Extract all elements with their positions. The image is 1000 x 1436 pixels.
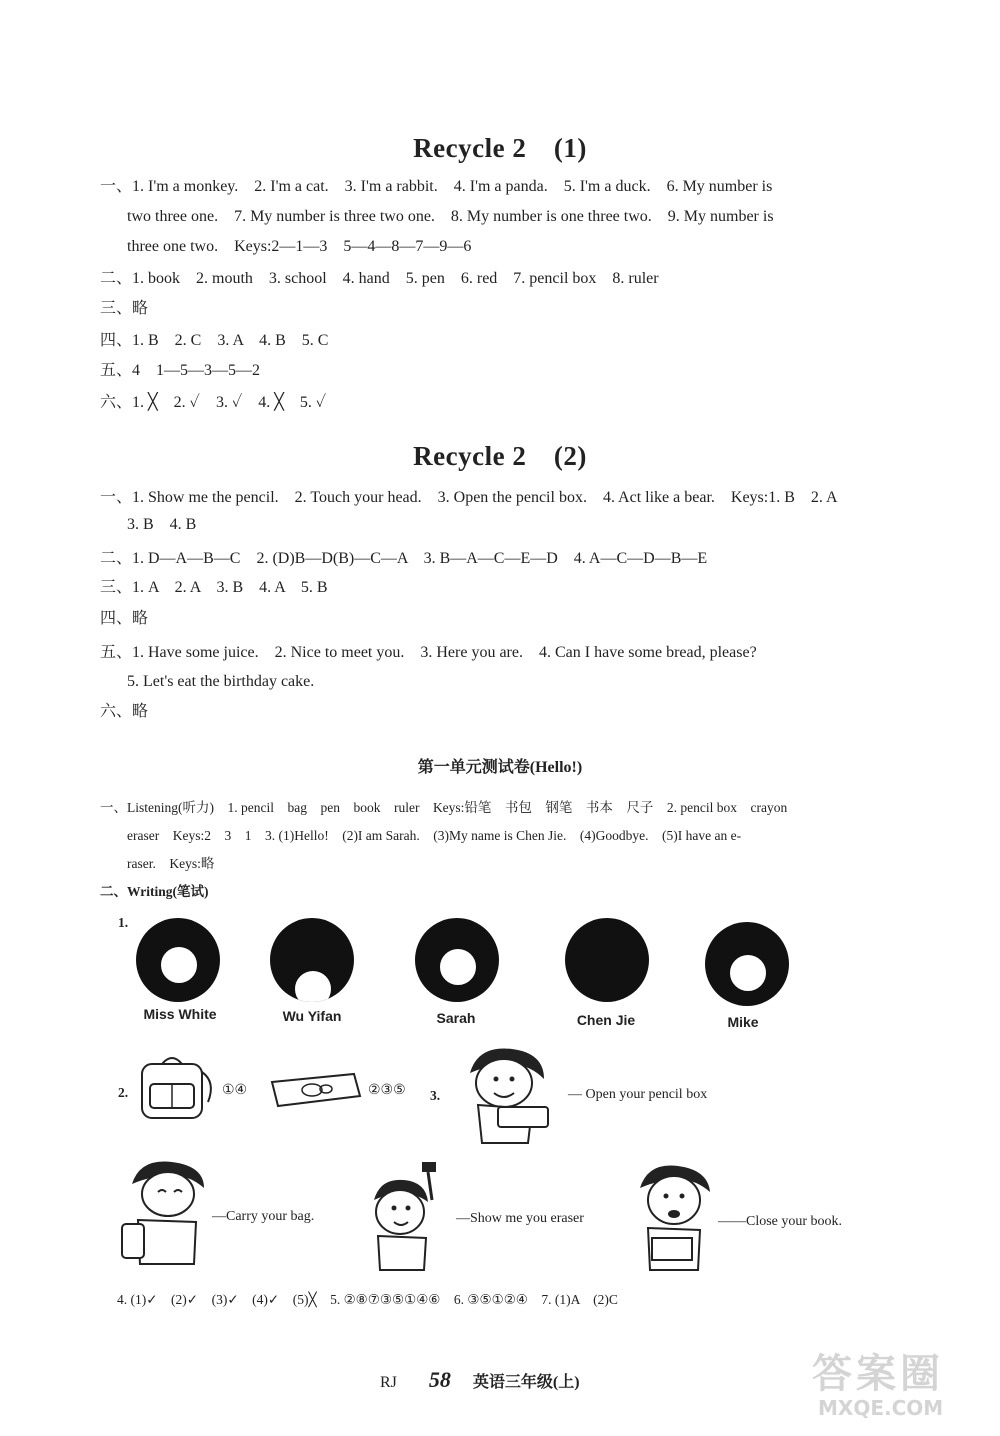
pencil-box-image xyxy=(268,1070,364,1112)
character-name: Sarah xyxy=(436,1010,476,1026)
section-title-recycle-2: Recycle 2 (2) xyxy=(413,441,587,471)
answer-line: 六、1. ╳ 2. ✓ 3. ✓ 4. ╳ 5. ✓ xyxy=(100,394,327,411)
answer-line: 二、Writing(笔试) xyxy=(100,884,209,899)
character-name: Miss White xyxy=(143,1006,217,1022)
answer-line: 四、略 xyxy=(100,610,149,627)
caption-show-eraser: —Show me you eraser xyxy=(456,1211,584,1226)
section-title-unit-1: 第一单元测试卷(Hello!) xyxy=(417,759,583,776)
answer-line: three one two. Keys:2—1—3 5—4—8—7—9—6 xyxy=(127,238,472,255)
answer-line: eraser Keys:2 3 1 3. (1)Hello! (2)I am Sarah. (3)My name is Chen Jie. (4)Goodbye. (5)I have an e- xyxy=(127,828,742,843)
character-portrait xyxy=(270,918,354,1002)
site-watermark xyxy=(812,1342,992,1432)
edition-label: RJ xyxy=(380,1374,397,1391)
answer-line: 三、1. A 2. A 3. B 4. A 5. B xyxy=(100,579,328,596)
caption-open-box: — Open your pencil box xyxy=(568,1087,708,1102)
character-portrait xyxy=(565,918,649,1002)
answer-line: 五、1. Have some juice. 2. Nice to meet you. 3. Here you are. 4. Can I have some bread, please? xyxy=(100,644,757,661)
bag-answer: ①④ xyxy=(222,1083,248,1098)
watermark-url: MXQE.COM xyxy=(818,1396,944,1420)
answer-line: 4. (1)✓ (2)✓ (3)✓ (4)✓ (5)╳ 5. ②⑧⑦③⑤①④⑥ 6. ③⑤①②④ 7. (1)A (2)C xyxy=(117,1292,618,1307)
boy-closing-book-image xyxy=(634,1162,716,1272)
answer-line: 四、1. B 2. C 3. A 4. B 5. C xyxy=(100,332,329,349)
character-name: Wu Yifan xyxy=(282,1008,342,1024)
watermark-logo: 答案圈 xyxy=(812,1351,944,1397)
question-label: 3. xyxy=(430,1088,441,1103)
answer-line: 3. B 4. B xyxy=(127,516,197,533)
schoolbag-image xyxy=(134,1052,218,1124)
question-label: 2. xyxy=(118,1085,129,1100)
answer-line: 5. Let's eat the birthday cake. xyxy=(127,673,315,690)
answer-line: raser. Keys:略 xyxy=(127,856,215,871)
boy-opening-pencil-box-image xyxy=(448,1043,558,1147)
answer-line: two three one. 7. My number is three two one. 8. My number is one three two. 9. My number is xyxy=(127,208,774,225)
answer-line: 五、4 1—5—3—5—2 xyxy=(100,362,261,379)
caption-close-book: ——Close your book. xyxy=(718,1214,843,1229)
answer-line: 一、1. I'm a monkey. 2. I'm a cat. 3. I'm a rabbit. 4. I'm a panda. 5. I'm a duck. 6. My number is xyxy=(100,178,773,195)
answer-line: 二、1. book 2. mouth 3. school 4. hand 5. pen 6. red 7. pencil box 8. ruler xyxy=(100,270,659,287)
answer-line: 二、1. D—A—B—C 2. (D)B—D(B)—C—A 3. B—A—C—E—D 4. A—C—D—B—E xyxy=(100,550,708,567)
boy-carrying-bag-image xyxy=(118,1158,210,1268)
question-label: 1. xyxy=(118,915,129,930)
page-number: 58 xyxy=(428,1367,451,1392)
caption-carry-bag: —Carry your bag. xyxy=(212,1209,315,1224)
grade-label: 英语三年级(上) xyxy=(472,1374,580,1391)
section-title-recycle-1: Recycle 2 (1) xyxy=(413,133,587,163)
boy-showing-eraser-image xyxy=(366,1160,450,1272)
character-name: Mike xyxy=(727,1014,759,1030)
answer-line: 一、Listening(听力) 1. pencil bag pen book ruler Keys:铅笔 书包 钢笔 书本 尺子 2. pencil box crayon xyxy=(100,800,788,815)
character-portrait xyxy=(705,922,789,1006)
answer-line: 一、1. Show me the pencil. 2. Touch your head. 3. Open the pencil box. 4. Act like a bear. Keys:1. B 2. A xyxy=(100,489,838,506)
answer-line: 三、略 xyxy=(100,300,149,317)
character-name: Chen Jie xyxy=(576,1012,636,1028)
answer-line: 六、略 xyxy=(100,703,149,720)
character-portrait xyxy=(415,918,499,1002)
character-portrait xyxy=(136,918,220,1002)
page-footer xyxy=(380,1367,640,1393)
pencil-box-answer: ②③⑤ xyxy=(368,1083,406,1098)
